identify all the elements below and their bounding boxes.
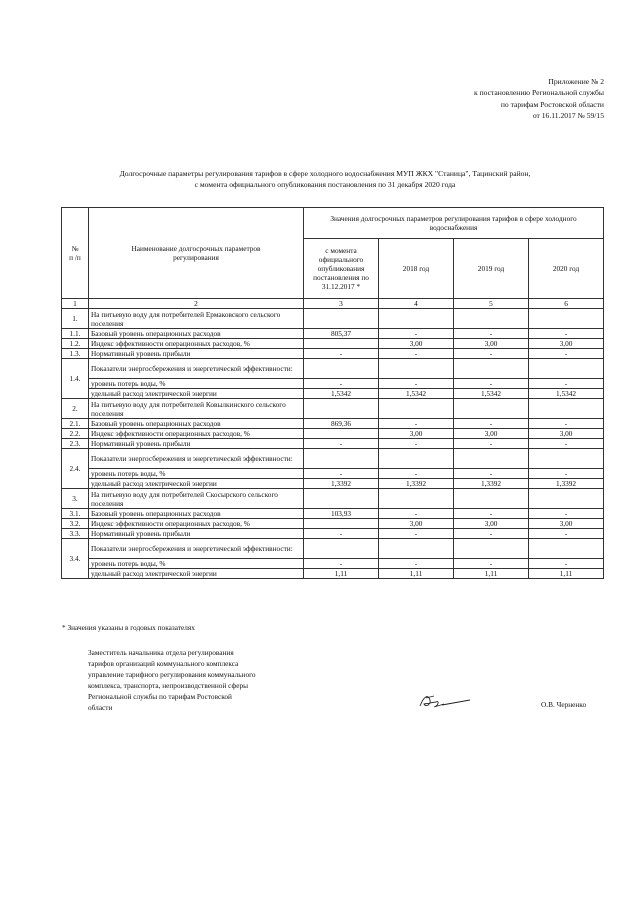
energy-title-row <box>62 449 604 469</box>
value-cell: 3,00 <box>529 339 604 349</box>
power-label: удельный расход электрической энергии <box>89 479 304 489</box>
row-num: 3.2. <box>62 519 89 529</box>
empty-cell <box>379 449 454 469</box>
empty-cell <box>454 449 529 469</box>
value-cell: - <box>529 439 604 449</box>
header-name: Наименование долгосрочных параметров регулирования <box>89 208 304 299</box>
value-cell: - <box>454 329 529 339</box>
value-cell: - <box>304 379 379 389</box>
table-row <box>62 439 604 449</box>
value-cell: 3,00 <box>454 429 529 439</box>
value-cell: 1,3392 <box>454 479 529 489</box>
table-index-row <box>62 299 604 309</box>
position-line: комплекса, транспорта, непроизводственной сферы <box>88 681 249 690</box>
empty-cell <box>379 359 454 379</box>
value-cell: 1,3392 <box>304 479 379 489</box>
value-cell: - <box>454 509 529 519</box>
value-cell: 1,5342 <box>304 389 379 399</box>
energy-title-row <box>62 539 604 559</box>
row-name: Нормативный уровень прибыли <box>89 529 304 539</box>
value-cell: - <box>304 439 379 449</box>
empty-cell <box>454 359 529 379</box>
value-cell: - <box>529 509 604 519</box>
table-header-row <box>62 208 604 239</box>
table-row <box>62 349 604 359</box>
index-cell: 6 <box>529 299 604 309</box>
energy-title: Показатели энергосбережения и энергетической эффективности: <box>89 449 304 469</box>
value-cell: 1,5342 <box>379 389 454 399</box>
header-group: Значения долгосрочных параметров регулирования тарифов в сфере холодного водоснабжения <box>304 208 604 239</box>
loss-label: уровень потерь воды, % <box>89 469 304 479</box>
appendix-line: по тарифам Ростовской области <box>500 99 604 109</box>
table-row <box>62 519 604 529</box>
empty-cell <box>304 309 379 329</box>
value-cell: - <box>454 379 529 389</box>
title-line-1: Долгосрочные параметры регулирования тарифов в сфере холодного водоснабжения МУП ЖКХ "Станица", Тацинский район, <box>119 169 531 178</box>
value-cell: - <box>529 329 604 339</box>
value-cell: 3,00 <box>454 519 529 529</box>
value-cell <box>304 519 379 529</box>
section-title: На питьевую воду для потребителей Ковылкинского сельского поселения <box>89 399 304 419</box>
value-cell: - <box>379 559 454 569</box>
empty-cell <box>529 359 604 379</box>
value-cell: 3,00 <box>529 429 604 439</box>
value-cell: 1,11 <box>304 569 379 579</box>
value-cell: 3,00 <box>454 339 529 349</box>
appendix-header <box>400 76 604 122</box>
section-row <box>62 489 604 509</box>
value-cell: - <box>529 349 604 359</box>
handwritten-signature <box>414 690 474 714</box>
index-cell: 3 <box>304 299 379 309</box>
value-cell: - <box>304 349 379 359</box>
position-line: Заместитель начальника отдела регулирования <box>88 648 234 657</box>
empty-cell <box>529 539 604 559</box>
table-row <box>62 339 604 349</box>
value-cell: - <box>454 529 529 539</box>
empty-cell <box>454 309 529 329</box>
row-name: Нормативный уровень прибыли <box>89 349 304 359</box>
value-cell: - <box>529 559 604 569</box>
energy-title: Показатели энергосбережения и энергетической эффективности: <box>89 359 304 379</box>
value-cell: - <box>304 469 379 479</box>
header-col-2018: 2018 год <box>379 239 454 299</box>
value-cell: 1,11 <box>529 569 604 579</box>
row-name: Индекс эффективности операционных расходов, % <box>89 429 304 439</box>
energy-power-row <box>62 389 604 399</box>
index-cell: 4 <box>379 299 454 309</box>
table-row <box>62 429 604 439</box>
value-cell: 3,00 <box>379 519 454 529</box>
header-col-from: с момента официального опубликования постановления по 31.12.2017 * <box>304 239 379 299</box>
value-cell: 1,5342 <box>454 389 529 399</box>
row-num: 1.1. <box>62 329 89 339</box>
value-cell: 3,00 <box>379 429 454 439</box>
value-cell: - <box>529 419 604 429</box>
loss-label: уровень потерь воды, % <box>89 379 304 389</box>
row-num: 1.3. <box>62 349 89 359</box>
row-name: Индекс эффективности операционных расходов, % <box>89 519 304 529</box>
position-line: Региональной службы по тарифам Ростовской <box>88 692 232 701</box>
value-cell: 1,3392 <box>379 479 454 489</box>
empty-cell <box>454 539 529 559</box>
empty-cell <box>454 399 529 419</box>
value-cell: 1,5342 <box>529 389 604 399</box>
value-cell: 103,93 <box>304 509 379 519</box>
empty-cell <box>379 399 454 419</box>
energy-loss-row <box>62 559 604 569</box>
energy-loss-row <box>62 379 604 389</box>
value-cell: - <box>304 529 379 539</box>
row-num: 2.2. <box>62 429 89 439</box>
empty-cell <box>304 449 379 469</box>
value-cell: - <box>379 529 454 539</box>
section-row <box>62 309 604 329</box>
section-num: 1. <box>62 309 89 329</box>
energy-num: 3.4. <box>62 539 89 579</box>
table-row <box>62 509 604 519</box>
value-cell: - <box>454 349 529 359</box>
section-row <box>62 399 604 419</box>
table-row <box>62 419 604 429</box>
value-cell: - <box>454 439 529 449</box>
empty-cell <box>304 359 379 379</box>
appendix-line: к постановлению Региональной службы <box>473 88 604 98</box>
energy-title: Показатели энергосбережения и энергетической эффективности: <box>89 539 304 559</box>
row-name: Базовый уровень операционных расходов <box>89 329 304 339</box>
value-cell: 3,00 <box>529 519 604 529</box>
row-num: 3.1. <box>62 509 89 519</box>
empty-cell <box>454 489 529 509</box>
value-cell: 1,3392 <box>529 479 604 489</box>
value-cell: - <box>379 469 454 479</box>
index-cell: 2 <box>89 299 304 309</box>
empty-cell <box>379 539 454 559</box>
row-num: 2.3. <box>62 439 89 449</box>
empty-cell <box>529 449 604 469</box>
section-num: 2. <box>62 399 89 419</box>
row-num: 3.3. <box>62 529 89 539</box>
value-cell <box>304 339 379 349</box>
value-cell: 869,36 <box>304 419 379 429</box>
value-cell <box>304 429 379 439</box>
value-cell: 1,11 <box>454 569 529 579</box>
energy-num: 2.4. <box>62 449 89 489</box>
index-cell: 1 <box>62 299 89 309</box>
value-cell: - <box>454 419 529 429</box>
value-cell: - <box>379 439 454 449</box>
header-col-2020: 2020 год <box>529 239 604 299</box>
value-cell: - <box>454 469 529 479</box>
position-line: тарифов организаций коммунального комплекса <box>88 659 239 668</box>
value-cell: - <box>529 379 604 389</box>
row-name: Базовый уровень операционных расходов <box>89 419 304 429</box>
position-line: области <box>88 703 113 712</box>
document-title <box>60 168 590 191</box>
value-cell: - <box>379 379 454 389</box>
energy-loss-row <box>62 469 604 479</box>
row-num: 1.2. <box>62 339 89 349</box>
row-name: Нормативный уровень прибыли <box>89 439 304 449</box>
value-cell: 3,00 <box>379 339 454 349</box>
table-body <box>62 208 604 579</box>
header-col-2019: 2019 год <box>454 239 529 299</box>
power-label: удельный расход электрической энергии <box>89 569 304 579</box>
footnote: * Значения указаны в годовых показателях <box>62 623 195 632</box>
value-cell: 1,11 <box>379 569 454 579</box>
row-name: Индекс эффективности операционных расходов, % <box>89 339 304 349</box>
energy-power-row <box>62 479 604 489</box>
title-line-2: с момента официального опубликования постановления по 31 декабря 2020 года <box>194 180 456 190</box>
table-row <box>62 329 604 339</box>
appendix-line: Приложение № 2 <box>548 77 604 86</box>
empty-cell <box>379 489 454 509</box>
position-line: управление тарифного регулирования коммунального <box>88 670 256 679</box>
value-cell: - <box>529 529 604 539</box>
section-title: На питьевую воду для потребителей Скосырского сельского поселения <box>89 489 304 509</box>
value-cell: - <box>379 349 454 359</box>
energy-title-row <box>62 359 604 379</box>
value-cell: - <box>529 469 604 479</box>
empty-cell <box>529 399 604 419</box>
header-num: № п /п <box>62 208 89 299</box>
parameters-table <box>61 207 604 579</box>
row-num: 2.1. <box>62 419 89 429</box>
value-cell: - <box>379 329 454 339</box>
power-label: удельный расход электрической энергии <box>89 389 304 399</box>
row-name: Базовый уровень операционных расходов <box>89 509 304 519</box>
table-row <box>62 529 604 539</box>
index-cell: 5 <box>454 299 529 309</box>
empty-cell <box>379 309 454 329</box>
signer-position <box>88 647 298 713</box>
energy-power-row <box>62 569 604 579</box>
energy-num: 1.4. <box>62 359 89 399</box>
value-cell: - <box>379 419 454 429</box>
value-cell: - <box>304 559 379 569</box>
value-cell: - <box>379 509 454 519</box>
empty-cell <box>304 539 379 559</box>
empty-cell <box>529 309 604 329</box>
empty-cell <box>529 489 604 509</box>
empty-cell <box>304 399 379 419</box>
loss-label: уровень потерь воды, % <box>89 559 304 569</box>
empty-cell <box>304 489 379 509</box>
section-num: 3. <box>62 489 89 509</box>
signer-name: О.В. Черненко <box>541 700 587 709</box>
value-cell: - <box>454 559 529 569</box>
value-cell: 805,37 <box>304 329 379 339</box>
appendix-line: от 16.11.2017 № 59/15 <box>532 111 604 121</box>
section-title: На питьевую воду для потребителей Ермаковского сельского поселения <box>89 309 304 329</box>
